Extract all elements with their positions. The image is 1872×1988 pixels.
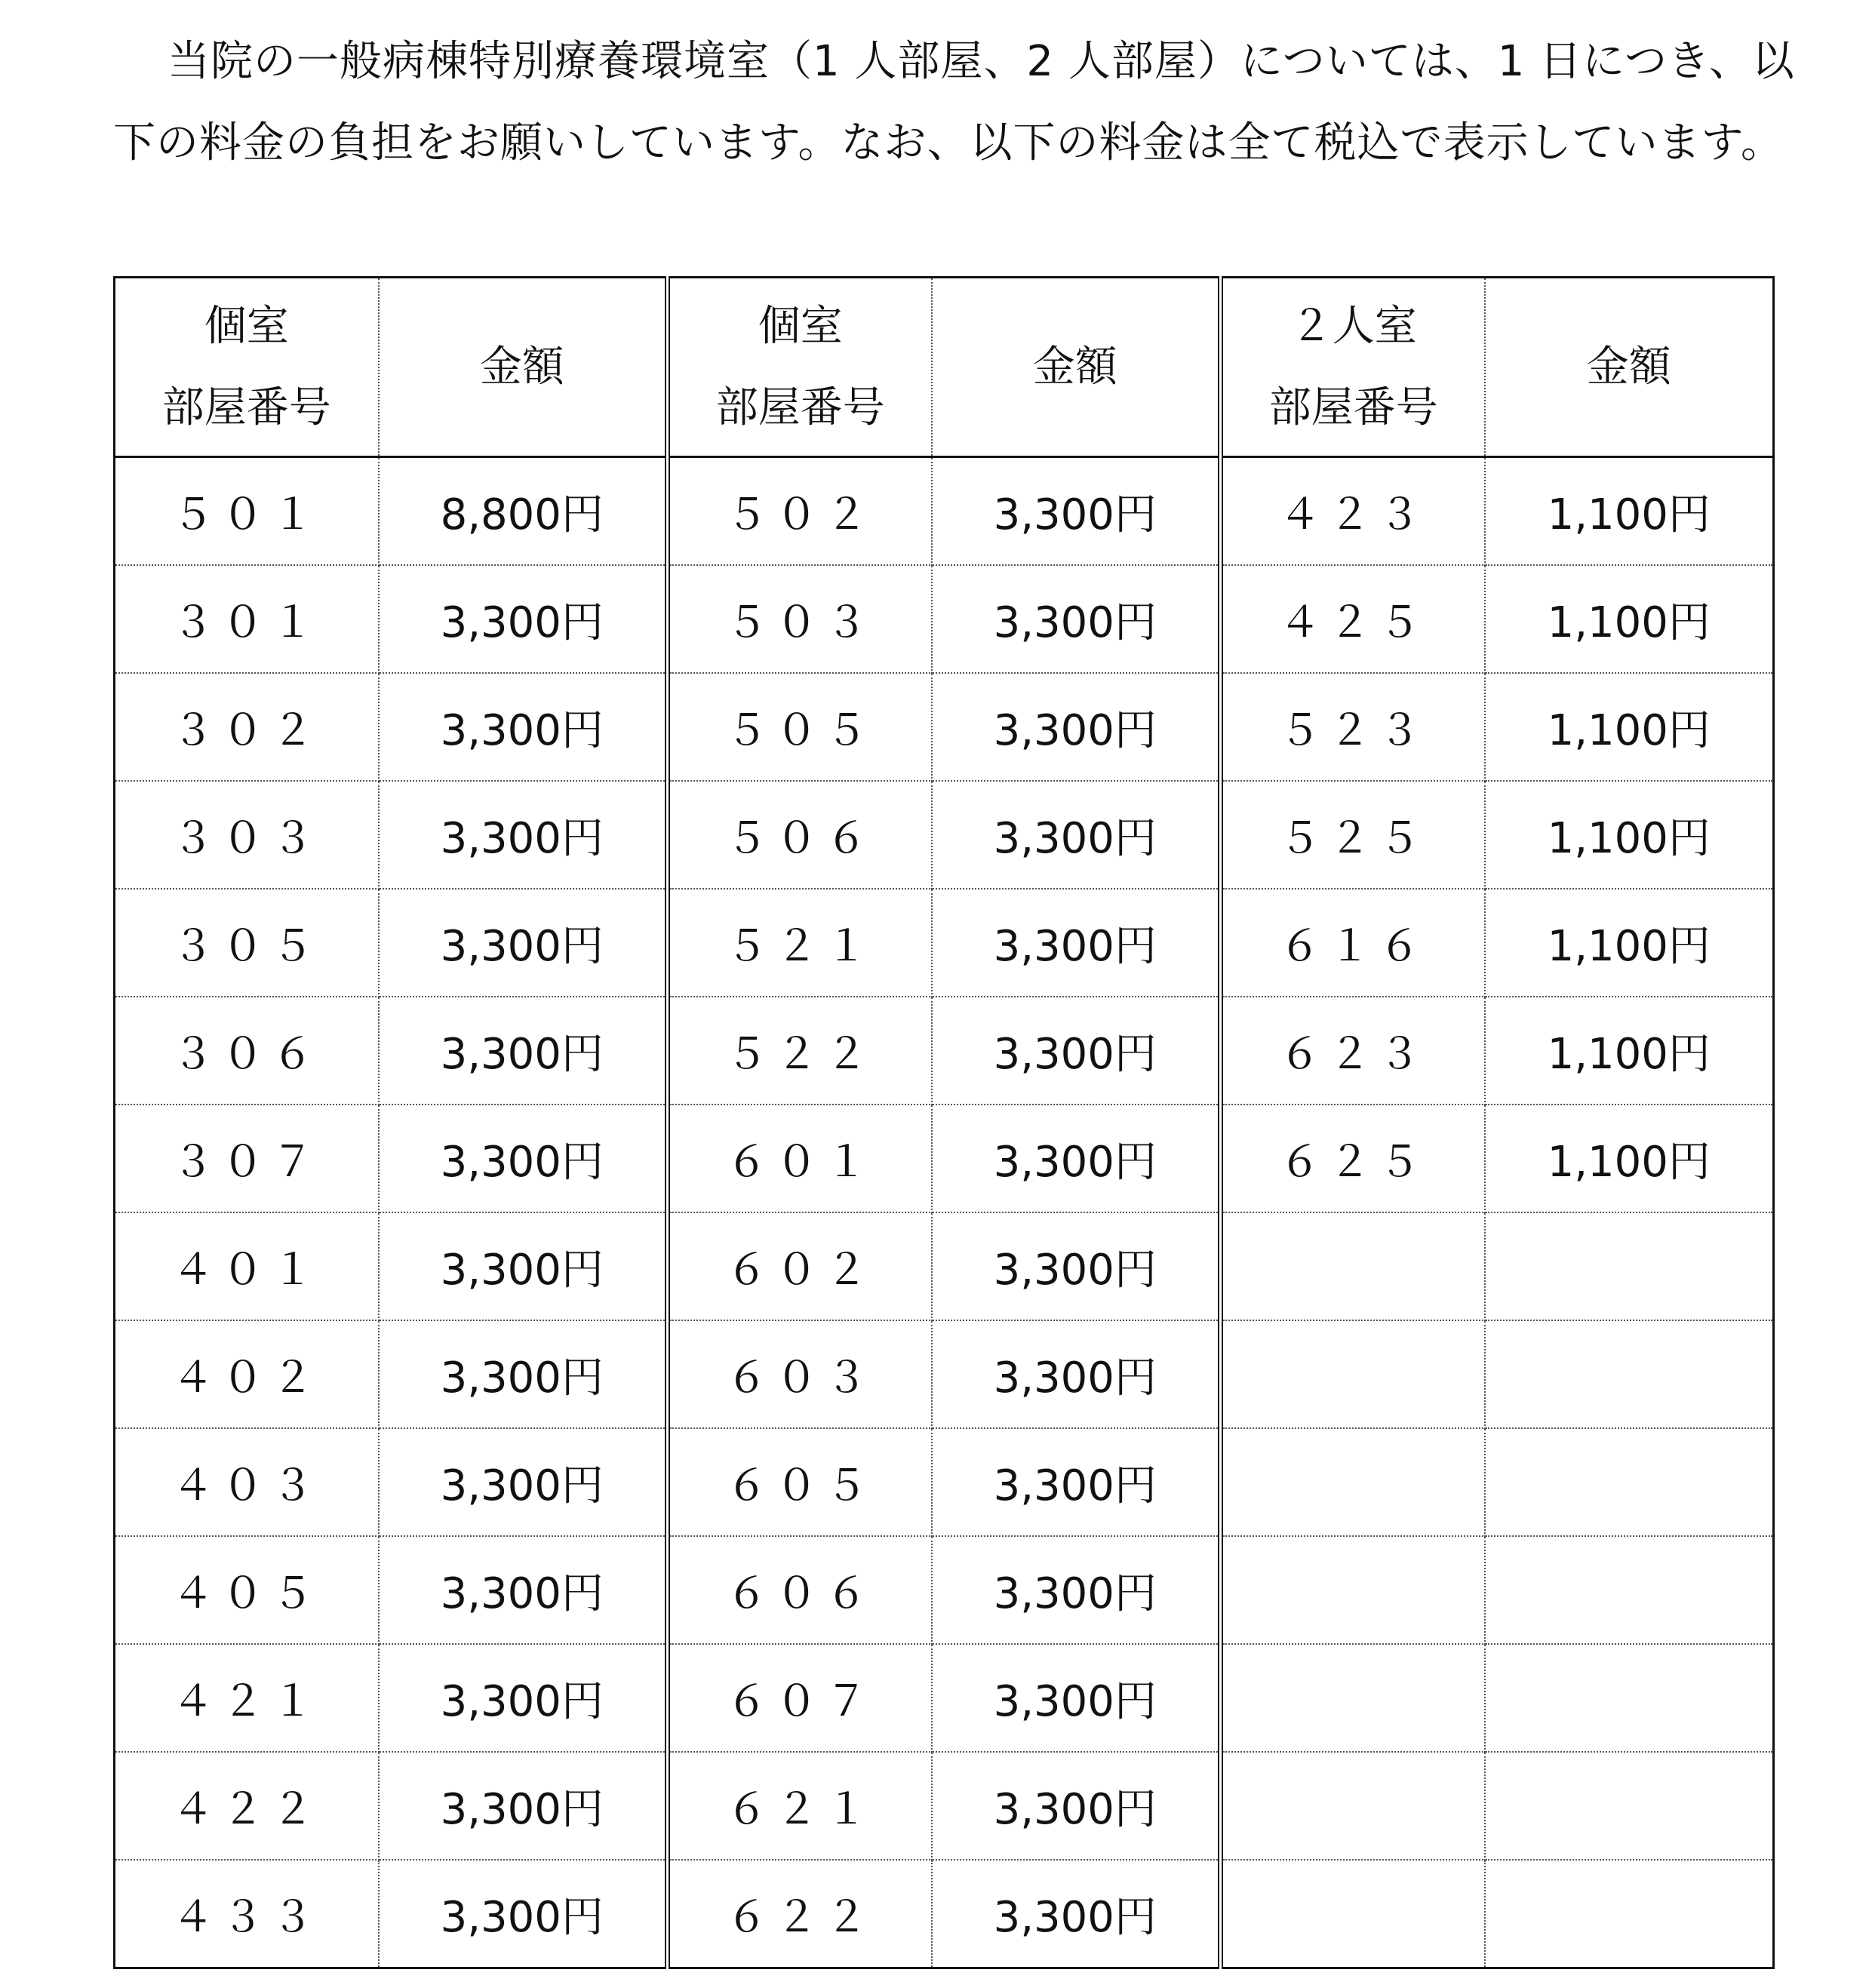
header-room-number-label: 部屋番号 [161,383,331,432]
room-number-cell: ６０３ [668,1320,932,1428]
fee-cell: 1,100円 [1485,997,1774,1105]
header-room-number-label: 部屋番号 [1268,383,1438,432]
room-number-cell: ５２２ [668,997,932,1105]
room-number-cell: ３０５ [115,889,379,997]
room-number-cell: ６０１ [668,1105,932,1212]
table-row [115,1320,1774,1428]
fee-cell: 3,300円 [379,673,668,781]
header-fee-2: 金額 [932,278,1221,457]
fee-cell: 3,300円 [932,1212,1221,1320]
header-room-type: ２人室 [1289,301,1417,351]
fee-cell: 1,100円 [1485,457,1774,566]
room-number-cell: ３０６ [115,997,379,1105]
room-number-cell: ４０３ [115,1428,379,1536]
room-number-cell: ５０２ [668,457,932,566]
room-number-cell: ６１６ [1221,889,1485,997]
room-number-cell: ３０７ [115,1105,379,1212]
room-number-cell: ６２２ [668,1860,932,1968]
room-number-cell: ４２５ [1221,565,1485,673]
fee-cell: 3,300円 [379,1644,668,1752]
room-number-cell: ３０２ [115,673,379,781]
room-number-cell: ５２３ [1221,673,1485,781]
room-number-cell [1221,1320,1485,1428]
fee-cell: 3,300円 [932,1428,1221,1536]
table-row [115,1536,1774,1644]
room-number-cell: ５２１ [668,889,932,997]
table-header-row [115,278,1774,457]
room-number-cell [1221,1428,1485,1536]
room-number-cell: ４２２ [115,1752,379,1860]
table-row [115,889,1774,997]
table-row [115,1752,1774,1860]
header-room-type: 個室 [758,301,843,351]
room-number-cell: ４０５ [115,1536,379,1644]
room-number-cell: ４０２ [115,1320,379,1428]
room-number-cell: ４２１ [115,1644,379,1752]
fee-cell: 3,300円 [932,457,1221,566]
intro-paragraph: 当院の一般病棟特別療養環境室（1 人部屋、2 人部屋）については、1 日につき、以下の料金の負担をお願いしています。なお、以下の料金は全て税込で表示しています。 [113,37,1795,167]
header-room-number-double [1221,278,1485,457]
fee-cell: 3,300円 [932,565,1221,673]
room-number-cell: ６０２ [668,1212,932,1320]
fee-cell: 3,300円 [932,1752,1221,1860]
table-row [115,673,1774,781]
room-number-cell: ６０６ [668,1536,932,1644]
header-room-number-private-2 [668,278,932,457]
fee-cell: 3,300円 [932,1536,1221,1644]
room-number-cell: ５０３ [668,565,932,673]
fee-cell: 3,300円 [932,673,1221,781]
fee-cell [1485,1536,1774,1644]
table-row [115,997,1774,1105]
fee-cell: 3,300円 [379,781,668,889]
table-row [115,1860,1774,1968]
fee-cell: 1,100円 [1485,673,1774,781]
fee-cell: 1,100円 [1485,1105,1774,1212]
room-number-cell: ５０１ [115,457,379,566]
room-number-cell [1221,1860,1485,1968]
room-number-cell: ６０７ [668,1644,932,1752]
fee-cell [1485,1752,1774,1860]
room-number-cell: ４３３ [115,1860,379,1968]
fee-cell: 3,300円 [379,1212,668,1320]
header-room-number-private-1 [115,278,379,457]
header-fee-1: 金額 [379,278,668,457]
fee-cell: 3,300円 [932,1320,1221,1428]
fee-cell: 3,300円 [379,889,668,997]
fee-cell: 3,300円 [379,1105,668,1212]
table-row [115,1428,1774,1536]
fee-cell: 3,300円 [932,997,1221,1105]
fee-cell [1485,1860,1774,1968]
header-fee-3: 金額 [1485,278,1774,457]
table-row [115,781,1774,889]
fee-cell: 1,100円 [1485,889,1774,997]
room-number-cell: ６２５ [1221,1105,1485,1212]
room-number-cell [1221,1752,1485,1860]
fee-cell: 1,100円 [1485,565,1774,673]
room-number-cell: ６２３ [1221,997,1485,1105]
room-number-cell: ５０６ [668,781,932,889]
room-number-cell: ５０５ [668,673,932,781]
room-number-cell: ４０１ [115,1212,379,1320]
room-number-cell: ３０３ [115,781,379,889]
fee-cell: 3,300円 [379,997,668,1105]
fee-cell: 3,300円 [932,1105,1221,1212]
room-number-cell: ６０５ [668,1428,932,1536]
header-room-type: 個室 [204,301,289,351]
fee-cell [1485,1320,1774,1428]
fee-cell [1485,1428,1774,1536]
fee-cell: 3,300円 [932,889,1221,997]
room-number-cell [1221,1644,1485,1752]
fee-cell [1485,1644,1774,1752]
room-number-cell [1221,1536,1485,1644]
room-number-cell: ３０１ [115,565,379,673]
fee-cell: 3,300円 [379,1320,668,1428]
fee-cell: 8,800円 [379,457,668,566]
table-row [115,1212,1774,1320]
room-number-cell: ６２１ [668,1752,932,1860]
table-row [115,1644,1774,1752]
fee-cell: 3,300円 [379,1752,668,1860]
table-row [115,565,1774,673]
table-row [115,457,1774,566]
fee-cell: 3,300円 [379,1428,668,1536]
fee-cell: 3,300円 [379,1536,668,1644]
room-fee-table [113,276,1775,1969]
room-number-cell: ４２３ [1221,457,1485,566]
fee-cell: 3,300円 [932,1860,1221,1968]
fee-cell [1485,1212,1774,1320]
table-row [115,1105,1774,1212]
fee-cell: 3,300円 [932,781,1221,889]
fee-cell: 3,300円 [932,1644,1221,1752]
fee-cell: 3,300円 [379,565,668,673]
fee-cell: 3,300円 [379,1860,668,1968]
room-number-cell [1221,1212,1485,1320]
fee-cell: 1,100円 [1485,781,1774,889]
room-number-cell: ５２５ [1221,781,1485,889]
header-room-number-label: 部屋番号 [715,383,885,432]
